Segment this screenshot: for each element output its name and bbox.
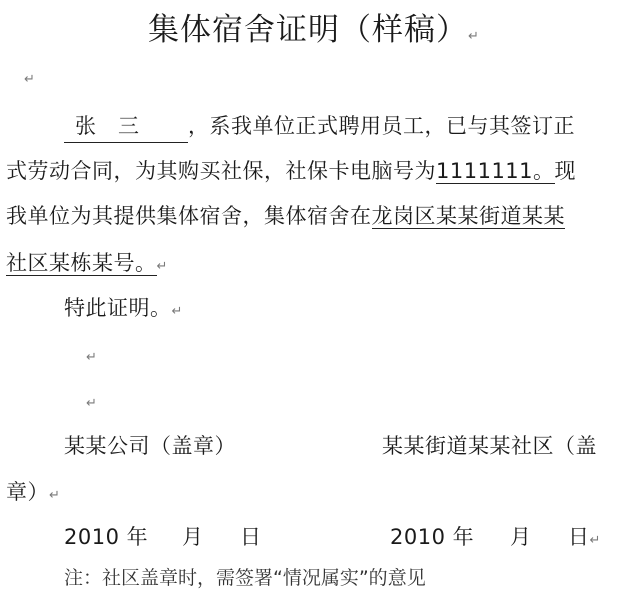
paragraph-mark: ↵: [589, 533, 601, 548]
paragraph-mark: ↵: [24, 72, 35, 87]
paragraph-mark: ↵: [86, 396, 97, 411]
certify-text: 特此证明。: [64, 296, 172, 320]
day-text: 日: [568, 525, 590, 549]
body-line-3: [6, 200, 565, 232]
community-seal-label: 某某街道某某社区（盖: [382, 434, 597, 458]
paragraph-mark: ↵: [156, 259, 168, 274]
title-text: 集体宿舍证明（样稿）: [148, 12, 468, 48]
certify-line: [64, 292, 183, 328]
note-partial: 注：社区盖章时，需签署“情况属实”的意见: [64, 567, 426, 589]
seal-text-continued: 章）: [6, 480, 49, 504]
date-right-month: 月: [510, 525, 532, 549]
paragraph-mark: ↵: [468, 29, 480, 44]
paragraph-mark: ↵: [171, 304, 183, 319]
company-seal-label: 某某公司（盖章）: [64, 434, 236, 458]
date-left-day: 日: [240, 525, 262, 549]
card-number: 1111111。: [436, 159, 555, 183]
body-line-2: [6, 155, 576, 187]
body-line-4: [6, 247, 168, 283]
body-line-1: [64, 110, 575, 143]
contract-text: 式劳动合同，为其购买社保，社保卡电脑号为: [6, 159, 436, 183]
dorm-text: 我单位为其提供集体宿舍，集体宿舍在: [6, 204, 372, 228]
employee-name-field: 张 三: [64, 110, 188, 143]
date-right-year: 2010 年: [390, 525, 475, 549]
paragraph-mark: ↵: [86, 350, 97, 365]
date-right-day: [568, 521, 601, 557]
date-left-month: 月: [182, 525, 204, 549]
document-title: [148, 4, 480, 49]
community-seal-continued: [6, 476, 60, 512]
address-part-1: 龙岗区某某街道某某: [371, 204, 565, 228]
date-left-year: 2010 年: [64, 525, 149, 549]
intro-text: ，系我单位正式聘用员工，已与其签订正: [188, 114, 575, 138]
address-part-2: 社区某栋某号。: [6, 251, 157, 275]
line2-tail: 现: [554, 159, 577, 183]
paragraph-mark: ↵: [49, 488, 61, 503]
